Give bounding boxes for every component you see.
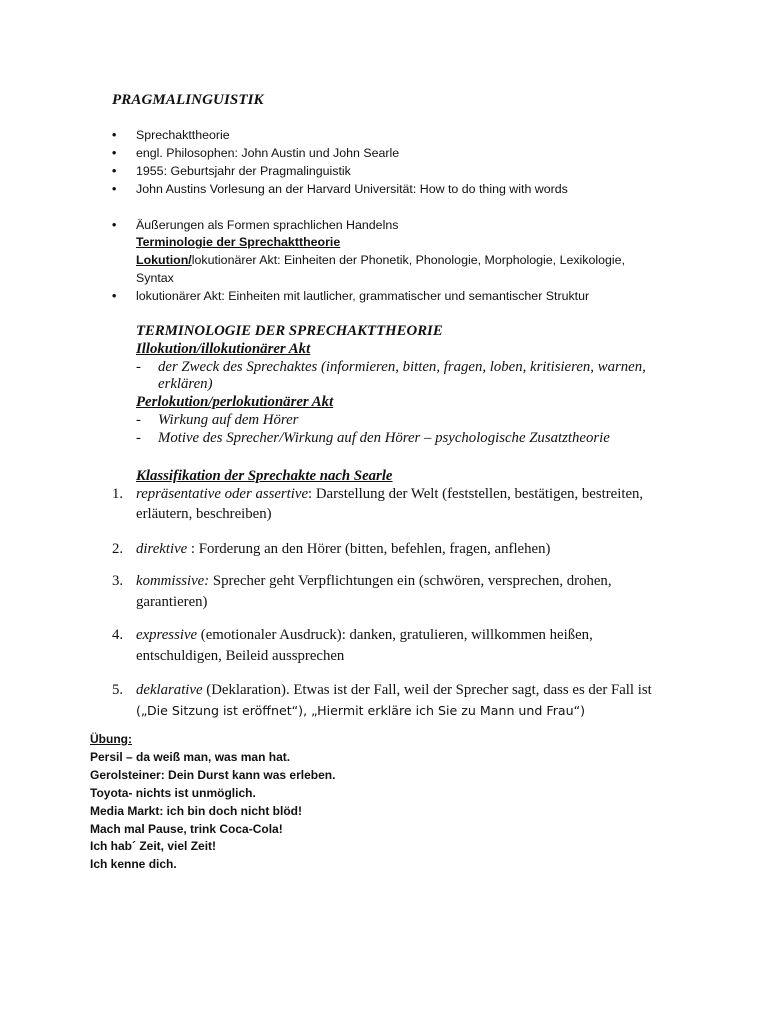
perlokution-heading: Perlokution/perlokutionärer Akt <box>136 394 334 411</box>
lokution-continuation: Syntax <box>136 271 174 286</box>
bullet-icon: • <box>112 145 117 160</box>
numbered-item: 2. direktive : Forderung an den Hörer (bitten, befehlen, fragen, anflehen) <box>112 540 551 557</box>
bullet-item: • engl. Philosophen: John Austin und John Searle <box>112 145 672 163</box>
klassifikation-section <box>112 466 682 721</box>
terminologie-subhead: Terminologie der Sprechakttheorie <box>136 235 341 250</box>
page-title: PRAGMALINGUISTIK <box>112 92 264 108</box>
dash-marker: - <box>136 358 141 375</box>
numbered-item: 1. repräsentative oder assertive: Darstellung der Welt (feststellen, bestätigen, bestreiten, erläutern, beschreiben) <box>112 485 644 522</box>
illokution-item: - der Zweck des Sprechaktes (informieren, bitten, fragen, loben, kritisieren, warnen, erklären) <box>136 358 646 393</box>
uebung-line: Toyota- nichts ist unmöglich. <box>90 785 256 800</box>
terminologie-section <box>112 323 682 448</box>
perlokution-item: - Motive des Sprecher/Wirkung auf den Hörer – psychologische Zusatztheorie <box>136 429 610 446</box>
klassifikation-heading: Klassifikation der Sprechakte nach Searle <box>136 468 393 484</box>
numbered-item: 3. kommissive: Sprecher geht Verpflichtungen ein (schwören, versprechen, drohen, garantieren) <box>112 573 612 610</box>
bullet-item: • John Austins Vorlesung an der Harvard Universität: How to do thing with words <box>112 181 672 199</box>
bullet-icon: • <box>112 217 117 232</box>
bullet-icon: • <box>112 128 117 142</box>
bullet-icon: • <box>112 181 117 196</box>
perlokution-item: - Wirkung auf dem Hörer <box>136 411 299 428</box>
bullet-item: • Äußerungen als Formen sprachlichen Handelns <box>112 217 672 235</box>
uebung-line: Media Markt: ich bin doch nicht blöd! <box>90 803 302 818</box>
uebung-line: Ich kenne dich. <box>90 857 177 872</box>
uebung-line: Mach mal Pause, trink Coca-Cola! <box>90 821 283 836</box>
dash-marker: - <box>136 411 141 428</box>
uebung-line: Persil – da weiß man, was man hat. <box>90 749 291 764</box>
terminologie-heading: TERMINOLOGIE DER SPRECHAKTTHEORIE <box>136 323 443 339</box>
bullet-icon: • <box>112 289 117 304</box>
bullet-item: • 1955: Geburtsjahr der Pragmalinguistik <box>112 163 672 181</box>
illokution-heading: Illokution/illokutionärer Akt <box>136 340 311 357</box>
numbered-item: 5. deklarative (Deklaration). Etwas ist der Fall, weil der Sprecher sagt, dass es der Fall ist („Die Sitzung ist eröffnet“), „Hiermit erkläre ich Sie zu Mann und Frau“) <box>112 682 652 718</box>
uebung-heading: Übung: <box>90 732 132 746</box>
uebung-line: Ich hab´ Zeit, viel Zeit! <box>90 839 217 854</box>
uebung-section <box>90 731 490 874</box>
lokution-line: Lokution/lokutionärer Akt: Einheiten der Phonetik, Phonologie, Morphologie, Lexikologie, <box>136 253 626 268</box>
numbered-item: 4. expressive (emotionaler Ausdruck): danken, gratulieren, willkommen heißen, entschuldigen, Beileid aussprechen <box>112 627 593 664</box>
bullet-list-intro <box>112 127 672 306</box>
bullet-item: • lokutionärer Akt: Einheiten mit lautlicher, grammatischer und semantischer Struktur <box>112 288 672 306</box>
dash-marker: - <box>136 429 141 446</box>
uebung-line: Gerolsteiner: Dein Durst kann was erleben. <box>90 767 336 782</box>
bullet-item: • Sprechakttheorie <box>112 127 672 145</box>
bullet-icon: • <box>112 163 117 178</box>
